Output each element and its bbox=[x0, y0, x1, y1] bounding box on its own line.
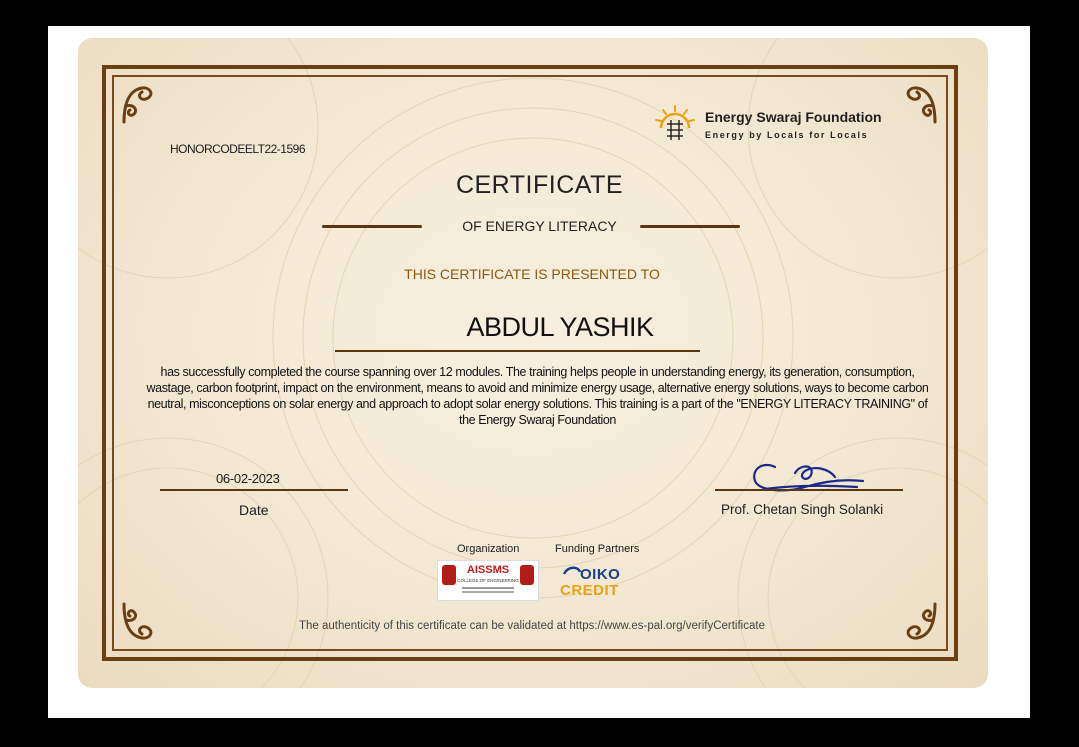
date-line bbox=[160, 489, 348, 491]
signature-line bbox=[715, 489, 903, 491]
aissms-text: AISSMS bbox=[466, 564, 510, 576]
date-label: Date bbox=[239, 502, 269, 518]
corner-ornament-top-left bbox=[120, 82, 164, 126]
certificate-body: has successfully completed the course spanning over 12 modules. The training helps people in understanding energy, its generation, consumption, wastage, carbon footprint, impact on the environment, means to avoid and minimize energy usage, alternative energy solutions, ways to become carbon neutral, misconceptions on solar energy and approach to adopt solar energy solutions. This training is a part of the "ENERGY LITERACY TRAINING" of the Energy Swaraj Foundation bbox=[146, 365, 929, 427]
oiko-swoosh-icon bbox=[562, 564, 582, 580]
verification-note: The authenticity of this certificate can be validated at https://www.es-pal.org/verifyCertificate bbox=[299, 620, 765, 632]
credit-text: CREDIT bbox=[560, 582, 619, 599]
foundation-name: Energy Swaraj Foundation bbox=[705, 109, 882, 125]
presented-to-label: THIS CERTIFICATE IS PRESENTED TO bbox=[404, 266, 660, 282]
organization-label: Organization bbox=[457, 543, 520, 555]
oiko-credit-logo bbox=[560, 562, 632, 600]
energy-swaraj-logo-icon bbox=[653, 104, 697, 144]
date-value: 06-02-2023 bbox=[216, 471, 280, 486]
corner-ornament-top-right bbox=[895, 82, 939, 126]
funding-partners-label: Funding Partners bbox=[555, 543, 640, 555]
foundation-tagline: Energy by Locals for Locals bbox=[705, 130, 869, 140]
honor-code: HONORCODEELT22-1596 bbox=[170, 142, 305, 156]
signer-name: Prof. Chetan Singh Solanki bbox=[721, 502, 884, 517]
recipient-name: ABDUL YASHIK bbox=[466, 312, 654, 342]
aissms-fine-print-2 bbox=[462, 591, 514, 593]
aissms-logo bbox=[437, 560, 539, 601]
oiko-text: OIKO bbox=[580, 566, 621, 583]
subtitle-rule-right bbox=[640, 225, 740, 228]
certificate-subtitle: OF ENERGY LITERACY bbox=[462, 218, 617, 234]
recipient-underline bbox=[335, 350, 700, 352]
aissms-subtext: COLLEGE OF ENGINEERING bbox=[457, 578, 519, 583]
certificate-title: CERTIFICATE bbox=[455, 171, 624, 199]
aissms-fine-print bbox=[462, 587, 514, 589]
